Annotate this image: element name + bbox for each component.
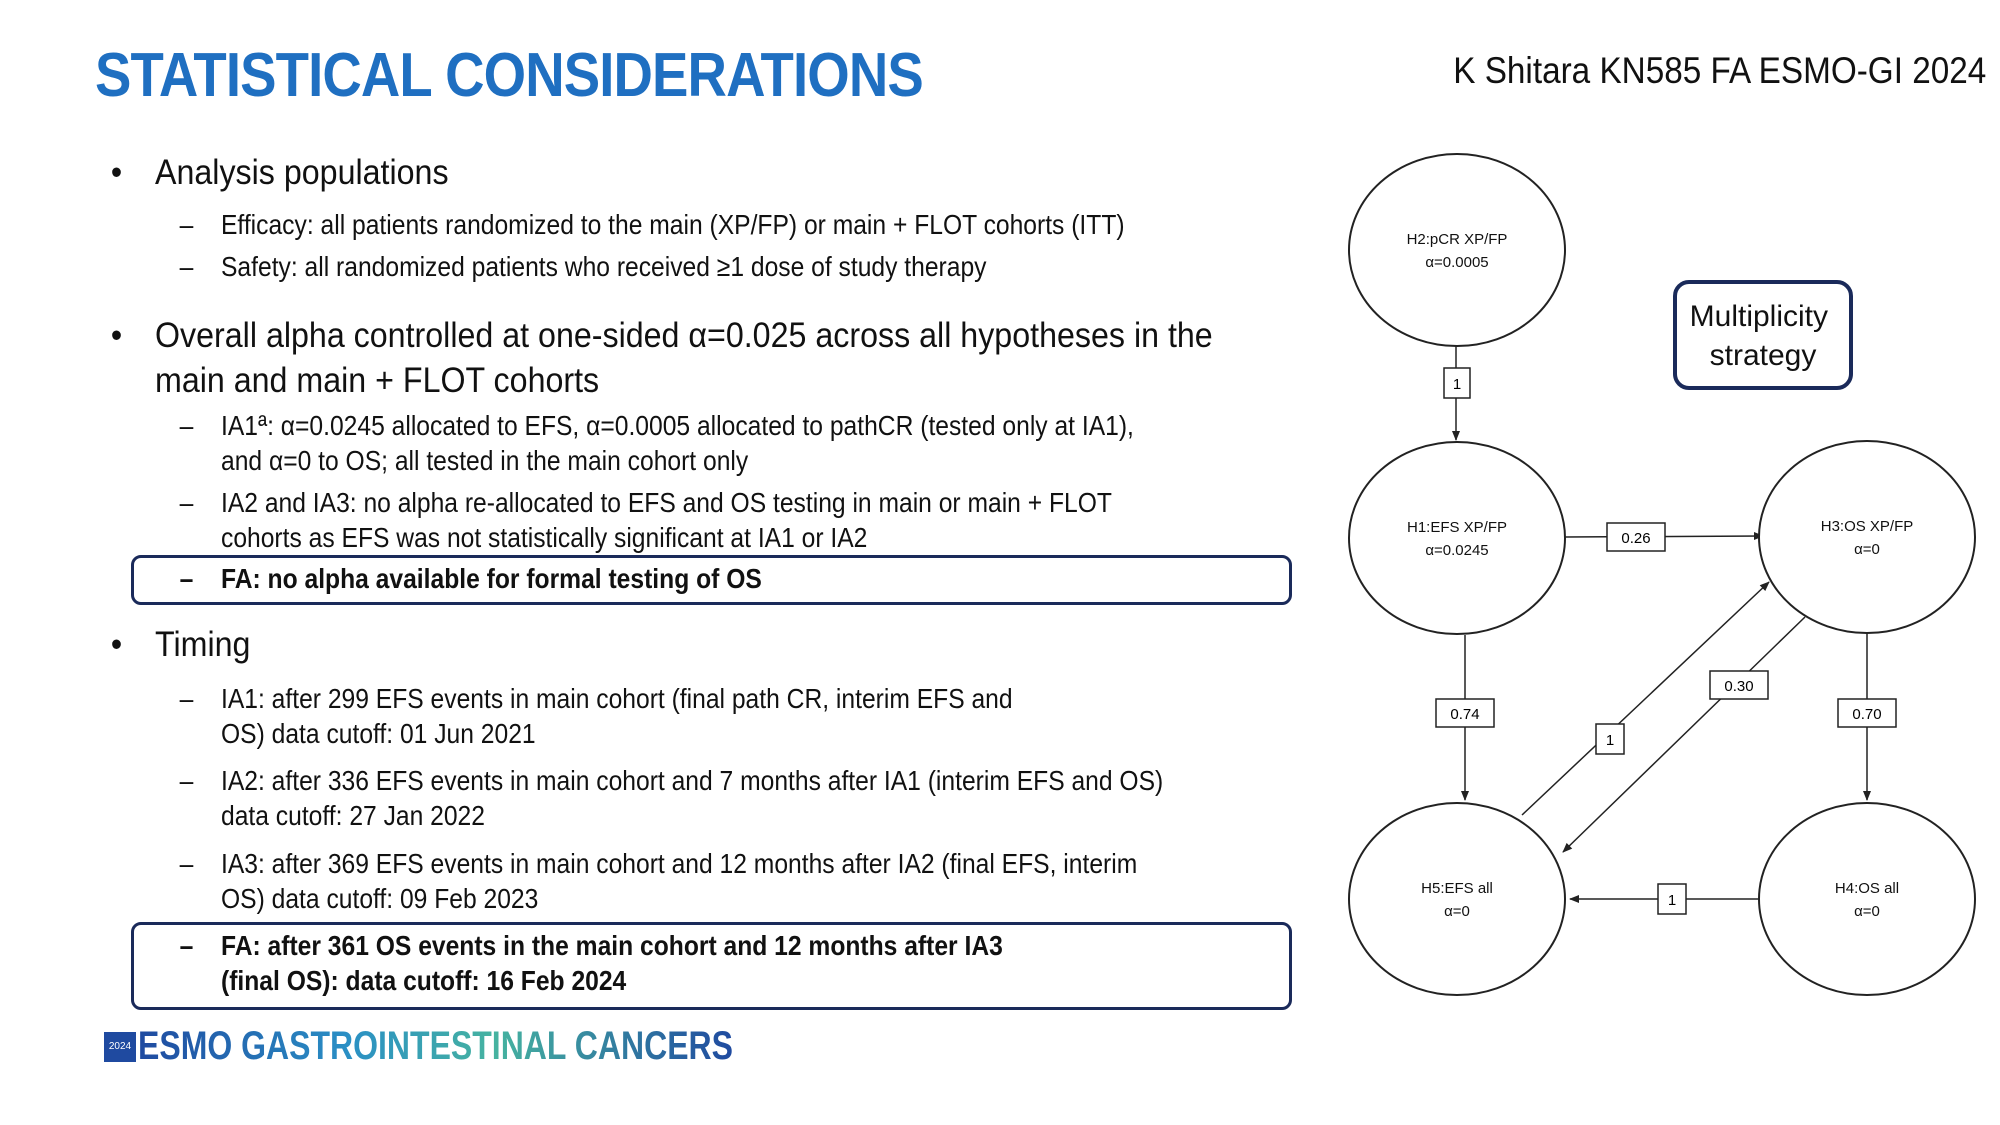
logo-text: ESMO GASTROINTESTINAL CANCERS [138,1024,733,1068]
bullet-dash: – [179,487,194,518]
legend-text: Multiplicity strategy [1689,300,1829,372]
bullet-dash: – [179,765,194,796]
sub-bullet-text: IA1ª: α=0.0245 allocated to EFS, α=0.0005 allocated to pathCR (tested only at IA1), and α=0 to OS; all tested in the main cohort only [221,410,1134,476]
edge-weight-h4-h5 [1658,884,1686,914]
citation: K Shitara KN585 FA ESMO-GI 2024 [1452,50,1986,91]
node-label: H3:OS XP/FP α=0 [1820,518,1914,558]
bullet-dash: – [179,410,194,441]
node-label: H5:EFS all α=0 [1421,880,1493,920]
edge-weight-h3-h4 [1838,699,1896,727]
bullet-dot: • [110,625,123,664]
node-h3 [1759,441,1975,633]
edge-weight-text: 0.26 [1621,530,1651,547]
node-label: H1:EFS XP/FP α=0.0245 [1406,519,1508,559]
bullet-dash: – [179,848,194,879]
bullet-dash: – [179,683,194,714]
node-h4 [1759,803,1975,995]
node-label: H4:OS all α=0 [1834,880,1900,920]
sub-bullet-text: IA3: after 369 EFS events in main cohort and 12 months after IA2 (final EFS, interim OS) data cutoff: 09 Feb 2023 [221,848,1138,914]
esmo-gi-logo [104,1024,882,1069]
edge-weight-text: 0.74 [1450,706,1480,723]
bullet-dash: – [179,251,194,282]
edge-weight-h3-h5 [1710,671,1768,699]
node-h1 [1349,442,1565,634]
sub-bullet-text: IA2: after 336 EFS events in main cohort and 7 months after IA1 (interim EFS and OS) data cutoff: 27 Jan 2022 [221,765,1164,831]
bullet-dot: • [110,316,123,355]
bullet-dash: – [179,930,194,961]
slide-title: STATISTICAL CONSIDERATIONS [95,41,923,110]
edge-weight-text: 0.30 [1724,678,1754,695]
edge-weight-h1-h3 [1607,523,1665,551]
sub-bullet-text: IA2 and IA3: no alpha re-allocated to EFS and OS testing in main or main + FLOT cohorts as EFS was not statistically significant at IA1 or IA2 [221,487,1112,553]
bullet-text: Analysis populations [155,153,449,192]
node-h5 [1349,803,1565,995]
bullet-dash: – [179,563,194,594]
bullet-text: Overall alpha controlled at one-sided α=0.025 across all hypotheses in the main and main + FLOT cohorts [155,316,1213,400]
bullet-text: Timing [155,625,251,664]
edge-weight-h2-h1 [1444,368,1470,398]
edge-weight-text: 1 [1667,892,1677,909]
sub-bullet-text: FA: no alpha available for formal testing of OS [221,563,762,594]
logo-year: 2024 [104,1032,136,1062]
legend-box [1675,282,1851,388]
sub-bullet-text: Efficacy: all patients randomized to the main (XP/FP) or main + FLOT cohorts (ITT) [221,209,1125,240]
edge-weight-h1-h5 [1436,699,1494,727]
edge-weight-text: 1 [1452,376,1462,393]
bullet-dot: • [110,153,123,192]
sub-bullet-text: Safety: all randomized patients who received ≥1 dose of study therapy [221,251,987,282]
edge-weight-text: 1 [1605,732,1615,749]
node-label: H2:pCR XP/FP α=0.0005 [1406,231,1508,271]
node-h2 [1349,154,1565,346]
edge-weight-h5-h3 [1596,724,1624,754]
edge-weight-text: 0.70 [1852,706,1882,723]
bullet-dash: – [179,209,194,240]
sub-bullet-text: FA: after 361 OS events in the main cohort and 12 months after IA3 (final OS): data cutoff: 16 Feb 2024 [221,930,1003,996]
sub-bullet-text: IA1: after 299 EFS events in main cohort (final path CR, interim EFS and OS) data cutoff: 01 Jun 2021 [221,683,1013,749]
